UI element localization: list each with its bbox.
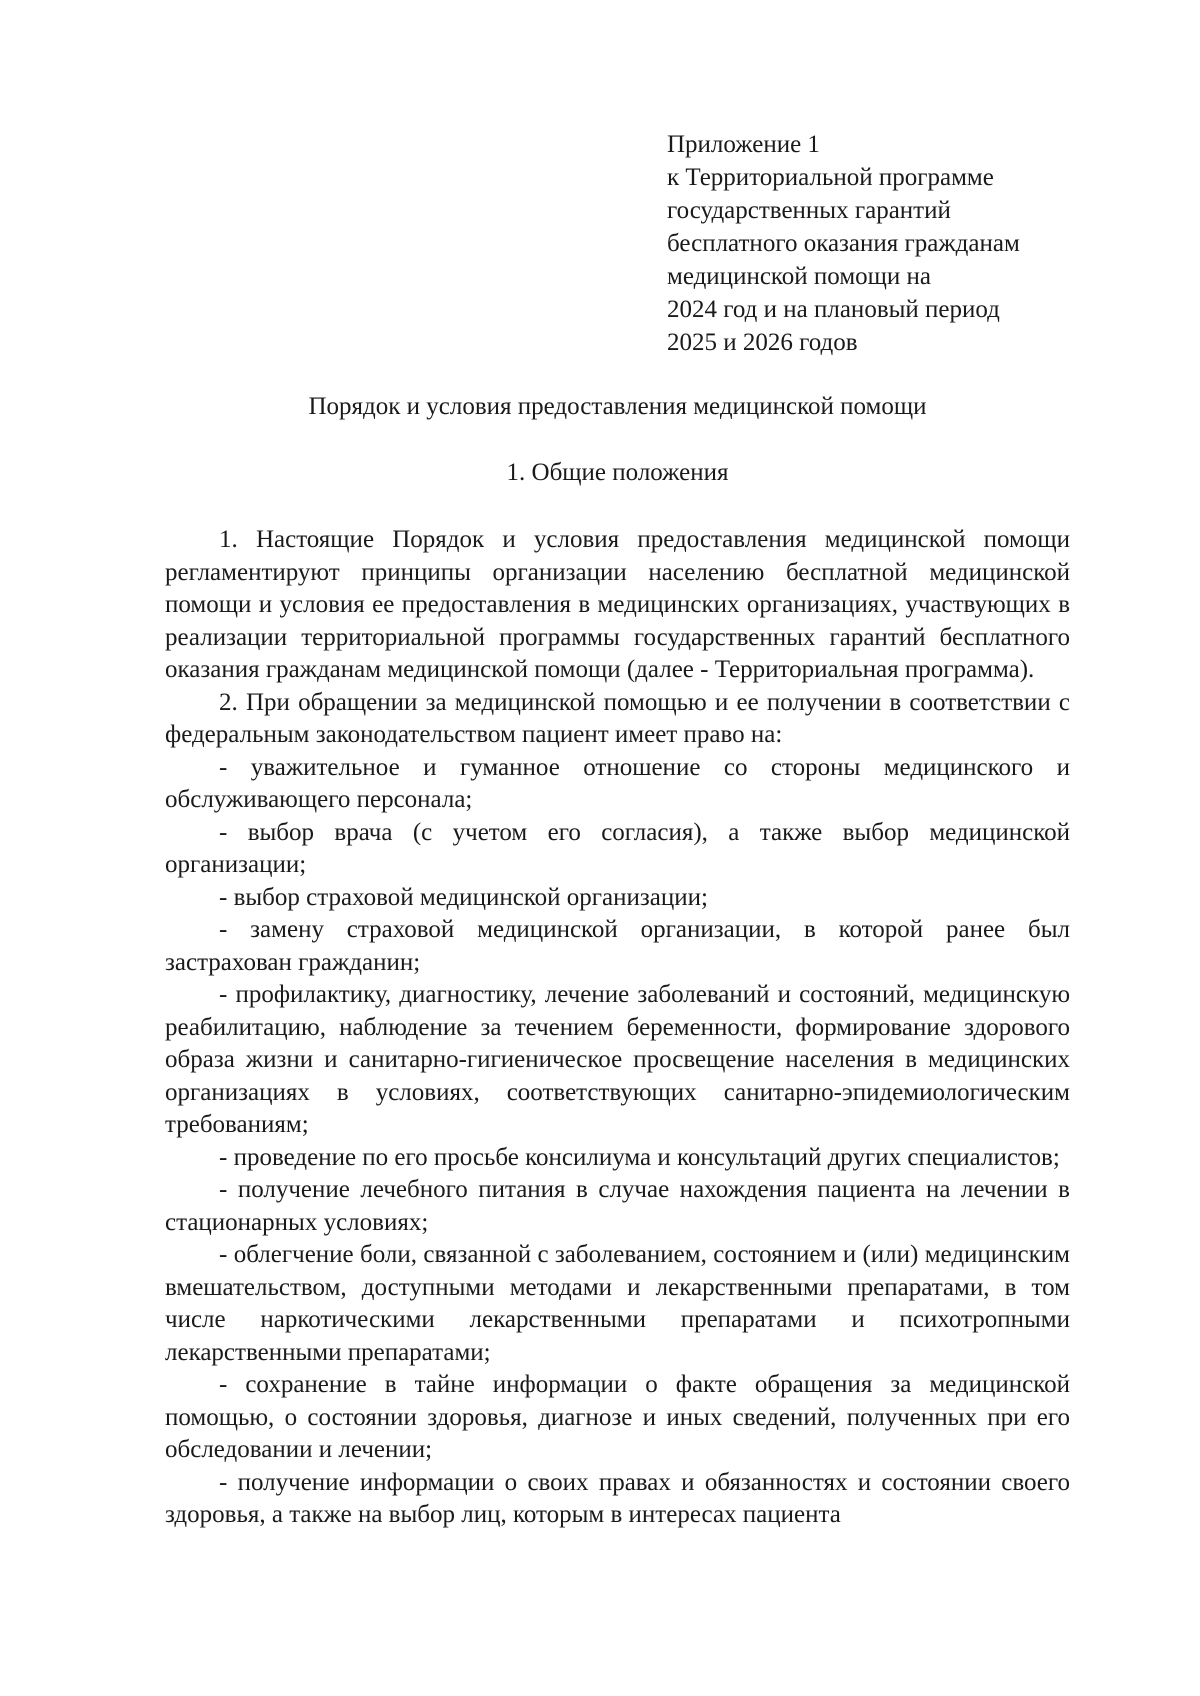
appendix-line: 2024 год и на плановый период	[667, 296, 1000, 323]
document-title: Порядок и условия предоставления медицинской помощи	[308, 393, 927, 420]
list-item: - проведение по его просьбе консилиума и консультаций других специалистов;	[219, 1143, 1060, 1171]
appendix-line: к Территориальной программе	[667, 164, 994, 191]
appendix-line: 2025 и 2026 годов	[667, 329, 858, 356]
appendix-line: бесплатного оказания гражданам	[667, 230, 1020, 257]
appendix-line: Приложение 1	[667, 131, 820, 158]
appendix-line: медицинской помощи на	[667, 263, 932, 290]
appendix-note	[667, 128, 1107, 359]
paragraph: 2. При обращении за медицинской помощью и ее получении в соответствии с федеральным законодательством пациент имеет право на:	[165, 688, 1070, 748]
appendix-line: государственных гарантий	[667, 197, 951, 224]
document-body	[165, 524, 1070, 1532]
list-item: - сохранение в тайне информации о факте обращения за медицинской помощью, о состоянии здоровья, диагнозе и иных сведений, полученных при его обследовании и лечении;	[165, 1371, 1070, 1463]
list-item: - уважительное и гуманное отношение со стороны медицинского и обслуживающего персонала;	[165, 753, 1070, 813]
paragraph: 1. Настоящие Порядок и условия предоставления медицинской помощи регламентируют принципы организации населению бесплатной медицинской помощи и условия ее предоставления в медицинских организациях, участвующих в реализации территориальной программы государственных гарантий бесплатного оказания гражданам медицинской помощи (далее - Территориальная программа).	[165, 526, 1070, 683]
list-item: - замену страховой медицинской организации, в которой ранее был застрахован гражданин;	[165, 916, 1070, 976]
list-item: - профилактику, диагностику, лечение заболеваний и состояний, медицинскую реабилитацию, наблюдение за течением беременности, формирование здорового образа жизни и санитарно-гигиеническое просвещение населения в медицинских организациях в условиях, соответствующих санитарно-эпидемиологическим требованиям;	[165, 981, 1070, 1138]
list-item: - облегчение боли, связанной с заболеванием, состоянием и (или) медицинским вмешательством, доступными методами и лекарственными препаратами, в том числе наркотическими лекарственными препаратами и психотропными лекарственными препаратами;	[165, 1241, 1070, 1366]
list-item: - выбор врача (с учетом его согласия), а также выбор медицинской организации;	[165, 818, 1070, 878]
section-heading: 1. Общие положения	[506, 459, 729, 486]
list-item: - получение лечебного питания в случае нахождения пациента на лечении в стационарных условиях;	[165, 1176, 1070, 1236]
list-item: - получение информации о своих правах и обязанностях и состоянии своего здоровья, а также на выбор лиц, которым в интересах пациента	[165, 1468, 1070, 1528]
list-item: - выбор страховой медицинской организации;	[219, 883, 708, 911]
